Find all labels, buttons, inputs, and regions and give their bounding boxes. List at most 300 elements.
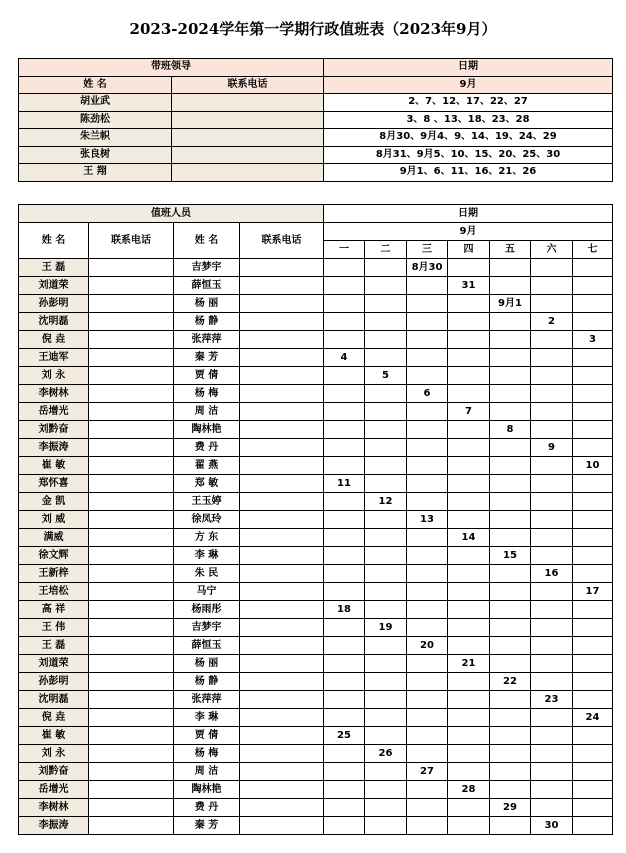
duty-name-b: 翟 燕 — [174, 457, 240, 475]
leader-dates: 3、8 、13、18、23、28 — [324, 111, 613, 129]
duty-name-b: 秦 芳 — [174, 817, 240, 835]
duty-name-a: 沈明磊 — [19, 691, 89, 709]
duty-row — [19, 259, 613, 277]
duty-phone-a — [89, 583, 174, 601]
duty-name-b: 李 琳 — [174, 709, 240, 727]
duty-name-b: 贾 倩 — [174, 367, 240, 385]
duty-empty-cell — [365, 457, 407, 475]
duty-empty-cell — [448, 763, 490, 781]
duty-empty-cell — [448, 673, 490, 691]
duty-empty-cell — [324, 367, 365, 385]
duty-phone-b — [240, 295, 324, 313]
duty-empty-cell — [324, 781, 365, 799]
duty-name-b: 薛恒玉 — [174, 277, 240, 295]
duty-empty-cell — [407, 583, 448, 601]
duty-empty-cell — [407, 349, 448, 367]
duty-empty-cell — [573, 673, 613, 691]
duty-phone-b — [240, 745, 324, 763]
duty-empty-cell — [407, 601, 448, 619]
duty-name-b: 杨 丽 — [174, 655, 240, 673]
duty-empty-cell — [324, 313, 365, 331]
weekday-header: 六 — [531, 241, 573, 259]
duty-row — [19, 457, 613, 475]
duty-table — [18, 204, 613, 835]
duty-empty-cell — [324, 277, 365, 295]
duty-empty-cell — [365, 691, 407, 709]
duty-empty-cell — [573, 439, 613, 457]
duty-empty-cell — [407, 709, 448, 727]
duty-empty-cell — [324, 637, 365, 655]
duty-empty-cell — [407, 655, 448, 673]
duty-empty-cell — [407, 817, 448, 835]
duty-phone-b — [240, 817, 324, 835]
duty-empty-cell — [490, 385, 531, 403]
duty-empty-cell — [448, 295, 490, 313]
duty-empty-cell — [573, 475, 613, 493]
duty-empty-cell — [490, 745, 531, 763]
duty-month-col: 9月 — [324, 223, 613, 241]
duty-name-b: 薛恒玉 — [174, 637, 240, 655]
duty-empty-cell — [490, 709, 531, 727]
weekday-header: 四 — [448, 241, 490, 259]
duty-name-a: 徐文辉 — [19, 547, 89, 565]
duty-empty-cell — [573, 313, 613, 331]
duty-date: 22 — [490, 673, 531, 691]
duty-phone-a — [89, 637, 174, 655]
duty-empty-cell — [365, 421, 407, 439]
duty-row — [19, 295, 613, 313]
duty-date: 13 — [407, 511, 448, 529]
duty-row — [19, 277, 613, 295]
leader-phone — [172, 129, 324, 147]
leader-month-col: 9月 — [324, 76, 613, 94]
duty-empty-cell — [531, 601, 573, 619]
duty-empty-cell — [531, 367, 573, 385]
duty-name-a: 孙彭明 — [19, 673, 89, 691]
leader-row — [19, 94, 613, 112]
duty-date: 23 — [531, 691, 573, 709]
duty-name-b: 周 洁 — [174, 763, 240, 781]
duty-row — [19, 583, 613, 601]
duty-date: 7 — [448, 403, 490, 421]
duty-empty-cell — [531, 727, 573, 745]
duty-phone-a — [89, 799, 174, 817]
duty-empty-cell — [531, 709, 573, 727]
weekday-header: 三 — [407, 241, 448, 259]
duty-empty-cell — [407, 313, 448, 331]
duty-phone-a — [89, 673, 174, 691]
duty-name-b: 吉梦宇 — [174, 259, 240, 277]
duty-date: 29 — [490, 799, 531, 817]
duty-phone-b — [240, 511, 324, 529]
duty-empty-cell — [531, 421, 573, 439]
duty-empty-cell — [407, 331, 448, 349]
duty-empty-cell — [531, 763, 573, 781]
duty-date: 12 — [365, 493, 407, 511]
duty-row — [19, 781, 613, 799]
duty-empty-cell — [365, 511, 407, 529]
duty-empty-cell — [448, 385, 490, 403]
duty-empty-cell — [448, 331, 490, 349]
leader-name: 王 翔 — [19, 164, 172, 182]
duty-phone-b — [240, 601, 324, 619]
duty-empty-cell — [407, 565, 448, 583]
duty-row — [19, 763, 613, 781]
duty-empty-cell — [324, 619, 365, 637]
duty-empty-cell — [573, 745, 613, 763]
duty-date: 5 — [365, 367, 407, 385]
duty-row — [19, 673, 613, 691]
duty-phone-a — [89, 457, 174, 475]
duty-name-a: 王培松 — [19, 583, 89, 601]
duty-empty-cell — [490, 727, 531, 745]
weekday-header: 一 — [324, 241, 365, 259]
duty-empty-cell — [324, 583, 365, 601]
duty-empty-cell — [531, 475, 573, 493]
duty-phone-b — [240, 493, 324, 511]
duty-phone-b — [240, 475, 324, 493]
duty-name-a: 孙彭明 — [19, 295, 89, 313]
duty-empty-cell — [365, 817, 407, 835]
duty-name-b: 李 琳 — [174, 547, 240, 565]
duty-name-b: 贾 倩 — [174, 727, 240, 745]
duty-empty-cell — [407, 295, 448, 313]
duty-row — [19, 637, 613, 655]
duty-phone-a — [89, 817, 174, 835]
duty-name-a: 岳增光 — [19, 403, 89, 421]
duty-empty-cell — [531, 259, 573, 277]
duty-empty-cell — [531, 547, 573, 565]
duty-name-b: 马宁 — [174, 583, 240, 601]
duty-empty-cell — [448, 349, 490, 367]
duty-name-b: 杨 静 — [174, 673, 240, 691]
duty-date: 27 — [407, 763, 448, 781]
duty-empty-cell — [324, 673, 365, 691]
duty-name-b: 陶林艳 — [174, 421, 240, 439]
duty-empty-cell — [448, 439, 490, 457]
duty-row — [19, 529, 613, 547]
duty-name-a: 李振涛 — [19, 439, 89, 457]
duty-name-a: 崔 敏 — [19, 727, 89, 745]
duty-phone-a — [89, 295, 174, 313]
duty-name-b: 郑 敏 — [174, 475, 240, 493]
duty-phone-b — [240, 385, 324, 403]
duty-empty-cell — [490, 331, 531, 349]
duty-empty-cell — [448, 817, 490, 835]
duty-name-b: 吉梦宇 — [174, 619, 240, 637]
leader-name: 张良树 — [19, 146, 172, 164]
duty-empty-cell — [365, 655, 407, 673]
duty-empty-cell — [573, 565, 613, 583]
duty-empty-cell — [448, 475, 490, 493]
leader-name: 朱兰帜 — [19, 129, 172, 147]
duty-empty-cell — [324, 493, 365, 511]
duty-empty-cell — [407, 673, 448, 691]
duty-name-a: 王 伟 — [19, 619, 89, 637]
duty-empty-cell — [490, 781, 531, 799]
duty-date: 28 — [448, 781, 490, 799]
duty-name-b: 朱 民 — [174, 565, 240, 583]
duty-name-a: 满威 — [19, 529, 89, 547]
duty-empty-cell — [573, 529, 613, 547]
duty-empty-cell — [324, 691, 365, 709]
duty-phone-b — [240, 403, 324, 421]
duty-phone-b — [240, 313, 324, 331]
duty-empty-cell — [324, 457, 365, 475]
duty-phone-a — [89, 475, 174, 493]
duty-phone-a — [89, 529, 174, 547]
leader-row — [19, 146, 613, 164]
duty-phone-a — [89, 781, 174, 799]
leader-name: 陈劲松 — [19, 111, 172, 129]
duty-empty-cell — [490, 691, 531, 709]
duty-name-a: 金 凯 — [19, 493, 89, 511]
duty-name-b: 秦 芳 — [174, 349, 240, 367]
duty-empty-cell — [573, 727, 613, 745]
duty-empty-cell — [531, 781, 573, 799]
duty-empty-cell — [531, 655, 573, 673]
leader-dates: 8月31、9月5、10、15、20、25、30 — [324, 146, 613, 164]
duty-phone-a — [89, 385, 174, 403]
duty-empty-cell — [324, 259, 365, 277]
duty-phone-b — [240, 673, 324, 691]
duty-empty-cell — [490, 511, 531, 529]
duty-phone-a — [89, 745, 174, 763]
duty-empty-cell — [573, 619, 613, 637]
duty-empty-cell — [324, 565, 365, 583]
duty-row — [19, 331, 613, 349]
duty-empty-cell — [365, 331, 407, 349]
duty-empty-cell — [365, 565, 407, 583]
duty-empty-cell — [531, 349, 573, 367]
duty-date: 10 — [573, 457, 613, 475]
duty-row — [19, 403, 613, 421]
duty-empty-cell — [448, 367, 490, 385]
duty-phone-b — [240, 583, 324, 601]
duty-empty-cell — [531, 619, 573, 637]
duty-date: 25 — [324, 727, 365, 745]
duty-phone-b — [240, 565, 324, 583]
duty-date: 16 — [531, 565, 573, 583]
duty-row — [19, 709, 613, 727]
leader-phone — [172, 146, 324, 164]
duty-empty-cell — [448, 691, 490, 709]
duty-empty-cell — [365, 601, 407, 619]
duty-empty-cell — [407, 781, 448, 799]
duty-date: 8月30 — [407, 259, 448, 277]
duty-empty-cell — [490, 637, 531, 655]
duty-name-b: 杨 丽 — [174, 295, 240, 313]
duty-empty-cell — [324, 547, 365, 565]
duty-date: 31 — [448, 277, 490, 295]
duty-empty-cell — [573, 403, 613, 421]
duty-empty-cell — [573, 385, 613, 403]
duty-empty-cell — [407, 475, 448, 493]
duty-phone-a — [89, 331, 174, 349]
duty-name-b: 方 东 — [174, 529, 240, 547]
duty-empty-cell — [573, 655, 613, 673]
leader-row — [19, 164, 613, 182]
duty-empty-cell — [573, 295, 613, 313]
duty-empty-cell — [573, 277, 613, 295]
duty-name-a: 刘道荣 — [19, 277, 89, 295]
duty-phone-a — [89, 349, 174, 367]
duty-phone-a — [89, 691, 174, 709]
duty-empty-cell — [407, 277, 448, 295]
duty-date: 9月1 — [490, 295, 531, 313]
duty-empty-cell — [490, 475, 531, 493]
duty-phone-b — [240, 367, 324, 385]
duty-empty-cell — [448, 421, 490, 439]
duty-empty-cell — [531, 457, 573, 475]
duty-empty-cell — [324, 763, 365, 781]
duty-empty-cell — [573, 421, 613, 439]
duty-phone-b — [240, 529, 324, 547]
leader-dates: 2、7、12、17、22、27 — [324, 94, 613, 112]
duty-phone-a — [89, 655, 174, 673]
duty-phone-b — [240, 331, 324, 349]
duty-empty-cell — [407, 367, 448, 385]
duty-phone-a — [89, 313, 174, 331]
leader-row — [19, 111, 613, 129]
leader-phone — [172, 164, 324, 182]
duty-empty-cell — [407, 547, 448, 565]
duty-empty-cell — [365, 727, 407, 745]
duty-empty-cell — [324, 799, 365, 817]
duty-empty-cell — [365, 403, 407, 421]
duty-empty-cell — [324, 817, 365, 835]
duty-empty-cell — [407, 403, 448, 421]
duty-empty-cell — [407, 619, 448, 637]
duty-phone-b — [240, 277, 324, 295]
duty-empty-cell — [490, 367, 531, 385]
duty-phone1-col: 联系电话 — [89, 223, 174, 259]
duty-phone-a — [89, 403, 174, 421]
duty-date: 26 — [365, 745, 407, 763]
duty-date: 19 — [365, 619, 407, 637]
duty-empty-cell — [365, 385, 407, 403]
duty-phone-a — [89, 277, 174, 295]
duty-phone-b — [240, 727, 324, 745]
duty-name-b: 周 洁 — [174, 403, 240, 421]
duty-phone-a — [89, 709, 174, 727]
leader-name: 胡业武 — [19, 94, 172, 112]
duty-empty-cell — [531, 295, 573, 313]
leader-date-header: 日期 — [324, 59, 613, 77]
weekday-header: 五 — [490, 241, 531, 259]
duty-name-a: 李树林 — [19, 799, 89, 817]
duty-empty-cell — [365, 349, 407, 367]
duty-empty-cell — [324, 655, 365, 673]
duty-empty-cell — [407, 493, 448, 511]
page-title: 2023-2024学年第一学期行政值班表（2023年9月） — [129, 20, 497, 38]
duty-empty-cell — [573, 367, 613, 385]
duty-empty-cell — [365, 295, 407, 313]
duty-empty-cell — [531, 637, 573, 655]
duty-row — [19, 727, 613, 745]
duty-phone-b — [240, 619, 324, 637]
duty-name-a: 刘黔奋 — [19, 763, 89, 781]
duty-name-b: 徐凤玲 — [174, 511, 240, 529]
duty-name-a: 倪 垚 — [19, 709, 89, 727]
duty-phone-b — [240, 709, 324, 727]
duty-date: 30 — [531, 817, 573, 835]
duty-phone-b — [240, 637, 324, 655]
duty-empty-cell — [531, 385, 573, 403]
duty-empty-cell — [490, 259, 531, 277]
duty-row — [19, 439, 613, 457]
duty-empty-cell — [365, 277, 407, 295]
duty-empty-cell — [407, 529, 448, 547]
duty-empty-cell — [365, 313, 407, 331]
duty-row — [19, 511, 613, 529]
duty-name-a: 刘 威 — [19, 511, 89, 529]
duty-date: 6 — [407, 385, 448, 403]
duty-empty-cell — [490, 439, 531, 457]
duty-name-a: 刘黔奋 — [19, 421, 89, 439]
duty-empty-cell — [407, 457, 448, 475]
duty-empty-cell — [573, 763, 613, 781]
duty-row — [19, 313, 613, 331]
duty-empty-cell — [407, 799, 448, 817]
duty-row — [19, 691, 613, 709]
duty-row — [19, 745, 613, 763]
duty-empty-cell — [365, 637, 407, 655]
duty-phone-b — [240, 547, 324, 565]
duty-phone-b — [240, 763, 324, 781]
leaders-table — [18, 58, 613, 182]
duty-empty-cell — [531, 745, 573, 763]
duty-date: 21 — [448, 655, 490, 673]
duty-empty-cell — [448, 457, 490, 475]
duty-empty-cell — [448, 511, 490, 529]
duty-phone-a — [89, 547, 174, 565]
duty-date: 4 — [324, 349, 365, 367]
duty-phone-a — [89, 727, 174, 745]
duty-empty-cell — [365, 529, 407, 547]
duty-date: 14 — [448, 529, 490, 547]
duty-phone-b — [240, 691, 324, 709]
duty-empty-cell — [448, 493, 490, 511]
duty-name-a: 高 祥 — [19, 601, 89, 619]
duty-empty-cell — [490, 655, 531, 673]
duty-group-header: 值班人员 — [19, 205, 324, 223]
duty-name-a: 岳增光 — [19, 781, 89, 799]
duty-empty-cell — [573, 259, 613, 277]
duty-empty-cell — [365, 799, 407, 817]
duty-name-a: 刘 永 — [19, 367, 89, 385]
duty-row — [19, 349, 613, 367]
duty-date: 24 — [573, 709, 613, 727]
duty-name-b: 杨 静 — [174, 313, 240, 331]
leader-group-header: 带班领导 — [19, 59, 324, 77]
duty-date: 11 — [324, 475, 365, 493]
duty-empty-cell — [365, 583, 407, 601]
weekday-header: 七 — [573, 241, 613, 259]
duty-name1-col: 姓 名 — [19, 223, 89, 259]
duty-empty-cell — [573, 511, 613, 529]
duty-row — [19, 475, 613, 493]
duty-empty-cell — [573, 547, 613, 565]
duty-empty-cell — [365, 673, 407, 691]
duty-row — [19, 367, 613, 385]
duty-phone-b — [240, 439, 324, 457]
duty-phone2-col: 联系电话 — [240, 223, 324, 259]
duty-date-header: 日期 — [324, 205, 613, 223]
duty-name-b: 陶林艳 — [174, 781, 240, 799]
duty-name2-col: 姓 名 — [174, 223, 240, 259]
duty-row — [19, 799, 613, 817]
